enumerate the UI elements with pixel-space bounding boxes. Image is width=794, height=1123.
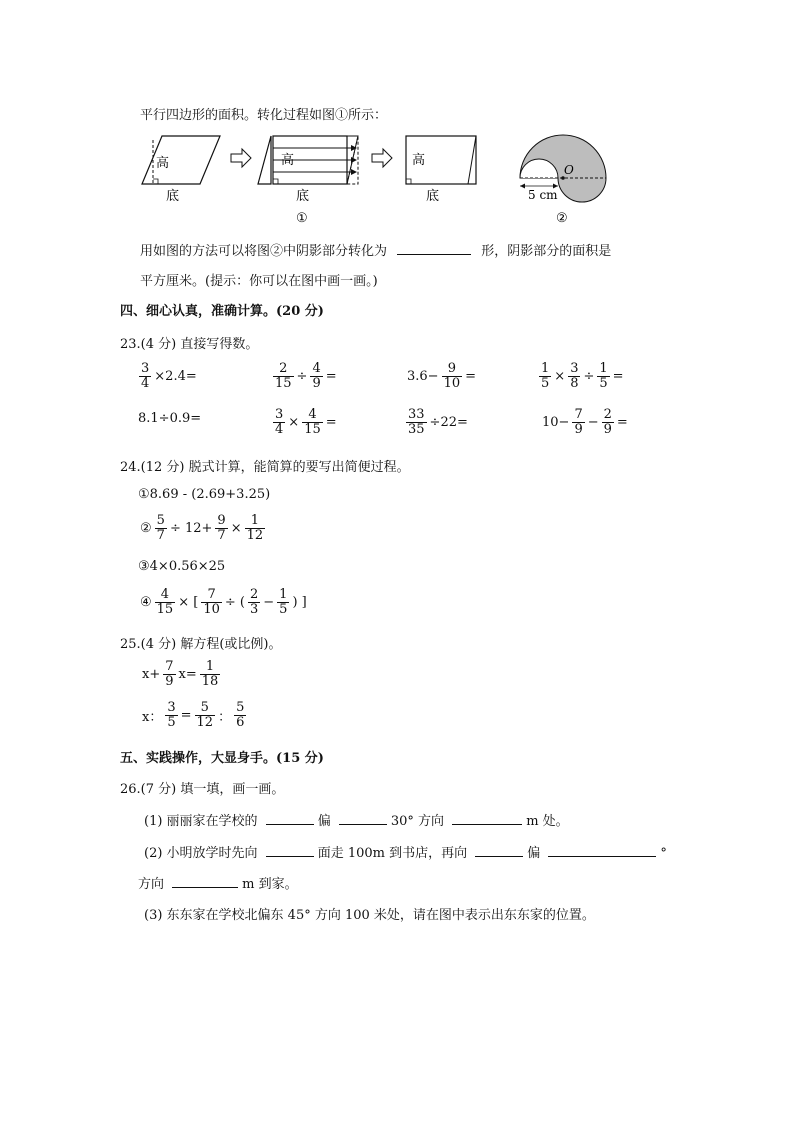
q26-part-2: (2) 小明放学时先向 面走 100m 到书店，再向 偏 °: [144, 846, 667, 861]
q24-item-2: ② $\frac{5}{7}$ ÷ 12+ $\frac{9}{7}$ × $\frac{1}{12}$: [140, 513, 264, 543]
q23-item-1: $\frac{3}{4}$ ×2.4=: [141, 361, 197, 391]
q26-part-1: (1) 丽丽家在学校的 偏 30° 方向 m 处。: [144, 814, 569, 829]
q23-item-7: $\frac{33}{35}$ ÷22=: [408, 407, 468, 437]
intro-line2-text-a: 用如图的方法可以将图②中阴影部分转化为: [140, 244, 388, 259]
figure-shaded-shape: [510, 128, 620, 228]
q24-item-4: ④ $\frac{4}{15}$ × [ $\frac{7}{10}$ ÷ ( $\frac{2}{3}$ − $\frac{1}{5}$ ) ]: [140, 587, 307, 617]
q23-item-2: $\frac{2}{15}$ ÷ $\frac{4}{9}$ =: [275, 361, 337, 391]
arrow-right-icon: [231, 149, 251, 167]
figure1-caption: ①: [296, 211, 308, 225]
q24-title: 24.(12 分) 脱式计算，能简算的要写出简便过程。: [120, 460, 410, 475]
q26-part-3: (3) 东东家在学校北偏东 45° 方向 100 米处，请在图中表示出东东家的位置。: [144, 908, 595, 923]
answer-blank-direction-2[interactable]: [339, 824, 387, 825]
arrow-right-icon-2: [372, 149, 392, 167]
q23-item-6: $\frac{3}{4}$ × $\frac{4}{15}$ =: [275, 407, 337, 437]
figure-parallelogram-transform: [136, 130, 496, 225]
intro-line-1: 平行四边形的面积。转化过程如图①所示：: [140, 108, 388, 123]
answer-blank-direction-1[interactable]: [266, 824, 314, 825]
q23-item-8: 10− $\frac{7}{9}$ − $\frac{2}{9}$ =: [542, 407, 628, 437]
q25-equation-2: x： $\frac{3}{5}$ = $\frac{5}{12}$ ： $\frac{5}{6}$: [142, 700, 245, 730]
intro-line-3: 平方厘米。(提示：你可以在图中画一画。): [140, 274, 378, 289]
section4-heading: 四、细心认真，准确计算。(20 分): [120, 304, 324, 319]
answer-blank-distance-2[interactable]: [172, 887, 238, 888]
q23-title: 23.(4 分) 直接写得数。: [120, 337, 259, 352]
label-height-3: 高: [412, 153, 426, 168]
q24-item-1: ①8.69 - (2.69+3.25): [138, 487, 271, 502]
answer-blank-direction-4[interactable]: [475, 856, 523, 857]
q26-title: 26.(7 分) 填一填，画一画。: [120, 782, 285, 797]
label-height-2: 高: [281, 153, 295, 168]
label-height-1: 高: [156, 156, 170, 171]
q25-title: 25.(4 分) 解方程(或比例)。: [120, 637, 282, 652]
answer-blank-angle[interactable]: [548, 856, 656, 857]
section5-heading: 五、实践操作，大显身手。(15 分): [120, 751, 324, 766]
q23-item-3: 3.6− $\frac{9}{10}$ =: [407, 361, 477, 391]
answer-blank-distance[interactable]: [452, 824, 522, 825]
q23-item-4: $\frac{1}{5}$ × $\frac{3}{8}$ ÷ $\frac{1}{5}$ =: [541, 361, 624, 391]
label-base-2: 底: [296, 189, 310, 204]
intro-line-2: [140, 240, 611, 259]
label-base-3: 底: [426, 189, 440, 204]
intro-line2-text-b: 形，阴影部分的面积是: [481, 244, 612, 259]
label-length: 5 cm: [528, 188, 558, 202]
fraction: $\frac{3}{4}$: [141, 361, 150, 391]
figure2-caption: ②: [556, 211, 568, 226]
q23-item-5: 8.1÷0.9=: [138, 411, 202, 426]
q24-item-3: ③4×0.56×25: [138, 559, 226, 574]
answer-blank-direction-3[interactable]: [266, 856, 314, 857]
label-center-o: O: [564, 163, 574, 177]
parallelogram-shape: [142, 136, 220, 184]
answer-blank-shape[interactable]: [397, 254, 471, 255]
label-base-1: 底: [166, 189, 180, 204]
q25-equation-1: x+ $\frac{7}{9}$ x= $\frac{1}{18}$: [142, 659, 219, 689]
q26-part-2-cont: 方向 m 到家。: [138, 877, 298, 892]
